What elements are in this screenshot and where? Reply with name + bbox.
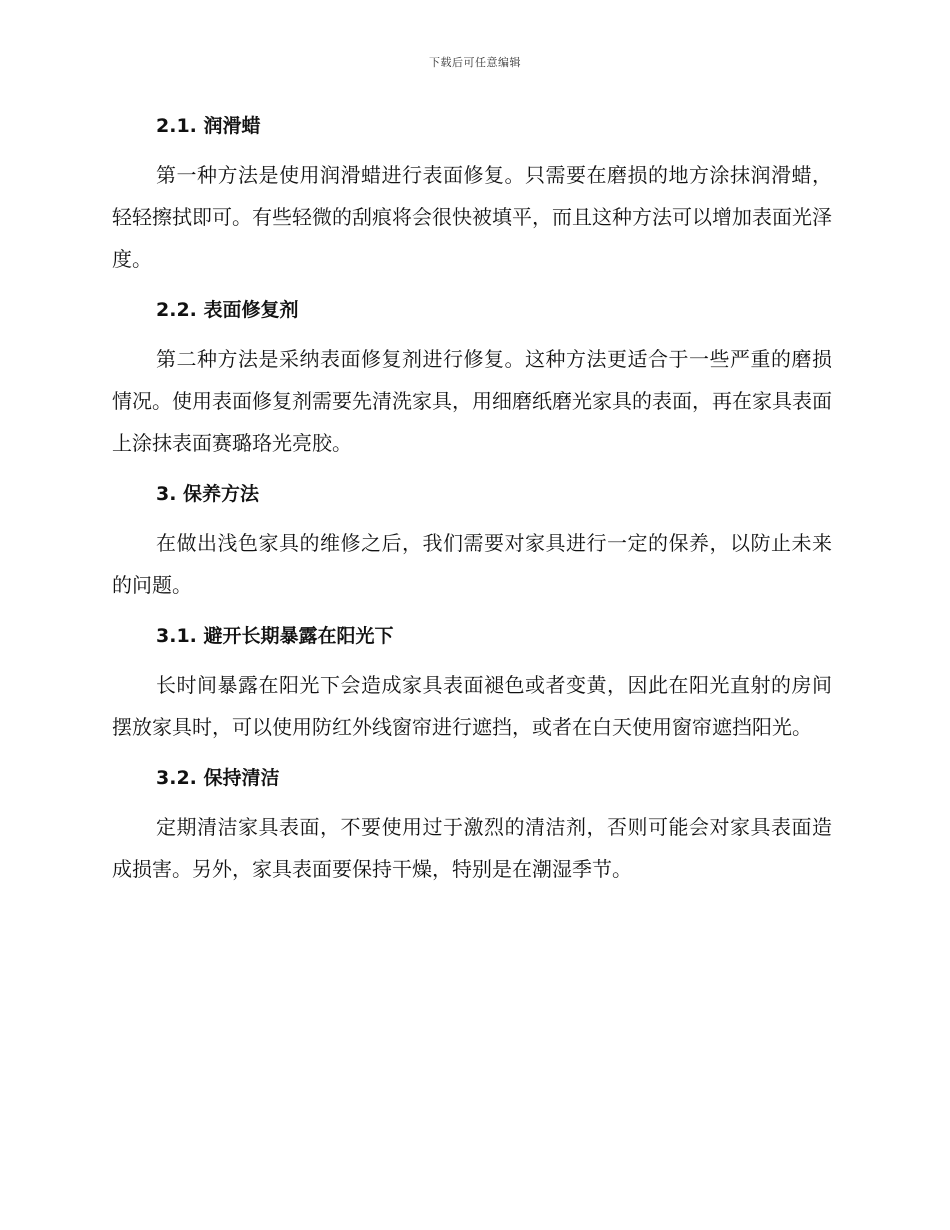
section-paragraph-3-1: 长时间暴露在阳光下会造成家具表面褪色或者变黄，因此在阳光直射的房间摆放家具时，可以使用防红外线窗帘进行遮挡，或者在白天使用窗帘遮挡阳光。 (112, 673, 832, 739)
section-heading-2-2: 2.2. 表面修复剂 (156, 299, 299, 321)
section-heading-3: 3. 保养方法 (156, 483, 260, 505)
page-header-note: 下载后可任意编辑 (429, 56, 521, 69)
section-heading-3-1: 3.1. 避开长期暴露在阳光下 (156, 625, 394, 647)
section-heading-2-1: 2.1. 润滑蜡 (156, 115, 261, 137)
section-heading-3-2: 3.2. 保持清洁 (156, 767, 280, 789)
document-body (112, 110, 832, 906)
section-paragraph-3: 在做出浅色家具的维修之后，我们需要对家具进行一定的保养，以防止未来的问题。 (112, 531, 832, 597)
section-paragraph-2-2: 第二种方法是采纳表面修复剂进行修复。这种方法更适合于一些严重的磨损情况。使用表面修复剂需要先清洗家具，用细磨纸磨光家具的表面，再在家具表面上涂抹表面赛璐珞光亮胶。 (112, 347, 832, 455)
section-paragraph-2-1: 第一种方法是使用润滑蜡进行表面修复。只需要在磨损的地方涂抹润滑蜡，轻轻擦拭即可。有些轻微的刮痕将会很快被填平，而且这种方法可以增加表面光泽度。 (112, 163, 832, 271)
section-paragraph-3-2: 定期清洁家具表面，不要使用过于激烈的清洁剂，否则可能会对家具表面造成损害。另外，家具表面要保持干燥，特别是在潮湿季节。 (112, 815, 832, 881)
